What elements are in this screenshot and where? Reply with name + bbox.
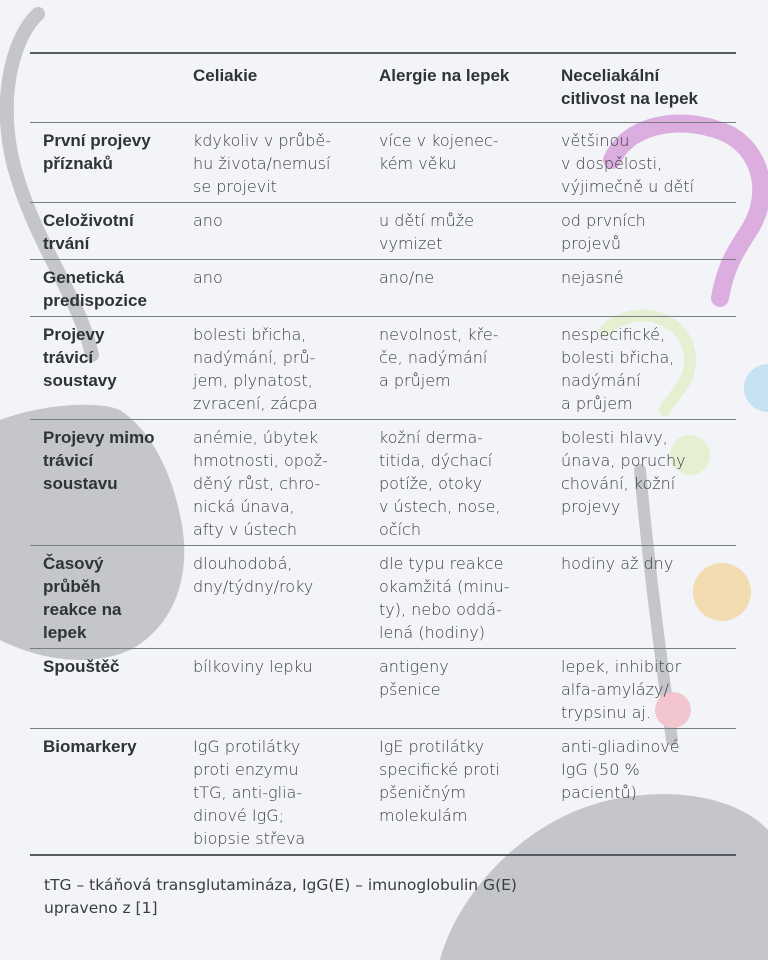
table-cell: nevolnost, kře- če, nadýmání a průjem <box>379 325 499 390</box>
table-row <box>30 203 736 260</box>
table-cell: anti-gliadinové IgG (50 % pacientů) <box>561 737 680 802</box>
table-cell: bolesti hlavy, únava, poruchy chování, kožní projevy <box>561 428 686 516</box>
blue-dot-icon <box>744 364 768 412</box>
table-cell: ano/ne <box>379 268 435 287</box>
table-cell: antigeny pšenice <box>379 657 449 699</box>
row-label: Biomarkery <box>43 737 137 756</box>
source-note: upraveno z [1] <box>44 899 158 917</box>
table-cell: IgE protilátky specifické proti pšeničným molekulám <box>379 737 500 825</box>
table-header-row <box>30 53 736 123</box>
table-row <box>30 260 736 317</box>
table-cell: od prvních projevů <box>561 211 646 253</box>
row-label: Projevy mimo trávicí soustavu <box>43 428 155 493</box>
abbreviations-note: tTG – tkáňová transglutamináza, IgG(E) – imunoglobulin G(E) <box>44 876 517 894</box>
header-empty-cell <box>30 53 193 123</box>
table-cell: ano <box>193 268 223 287</box>
table-cell: kdykoliv v průbě- hu života/nemusí se projevit <box>193 131 332 196</box>
table-cell: anémie, úbytek hmotnosti, opož- děný růst, chro- nická únava, afty v ústech <box>193 428 328 539</box>
header-neceliakalni: Neceliakální citlivost na lepek <box>561 66 698 108</box>
table-cell: dlouhodobá, dny/týdny/roky <box>193 554 314 596</box>
table-cell: bolesti břicha, nadýmání, prů- jem, plynatost, zvracení, zácpa <box>193 325 318 413</box>
header-alergie: Alergie na lepek <box>379 66 510 85</box>
table-row <box>30 649 736 729</box>
table-row <box>30 729 736 856</box>
row-label: Časový průběh reakce na lepek <box>43 554 122 642</box>
table-cell: dle typu reakce okamžitá (minu- ty), nebo oddá- lená (hodiny) <box>379 554 510 642</box>
row-label: Celoživotní trvání <box>43 211 134 253</box>
table-cell: bílkoviny lepku <box>193 657 313 676</box>
table-cell: nejasné <box>561 268 624 287</box>
table-cell: nespecifické, bolesti břicha, nadýmání a průjem <box>561 325 675 413</box>
row-label: Genetická predispozice <box>43 268 147 310</box>
table-cell: ano <box>193 211 223 230</box>
table-cell: většinou v dospělosti, výjimečně u dětí <box>561 131 695 196</box>
gluten-disorders-comparison-table <box>30 52 736 856</box>
row-label: Projevy trávicí soustavy <box>43 325 117 390</box>
table-row <box>30 546 736 649</box>
table-cell: hodiny až dny <box>561 554 674 573</box>
comparison-section <box>30 52 736 920</box>
table-row <box>30 317 736 420</box>
table-row <box>30 420 736 546</box>
table-row <box>30 123 736 203</box>
table-cell: IgG protilátky proti enzymu tTG, anti-glia- dinové IgG; biopsie střeva <box>193 737 306 848</box>
footnotes <box>30 874 736 920</box>
row-label: Spouštěč <box>43 657 120 676</box>
table-cell: více v kojenec- kém věku <box>379 131 499 173</box>
table-cell: lepek, inhibitor alfa-amylázy/ trypsinu aj. <box>561 657 682 722</box>
table-cell: kožní derma- titida, dýchací potíže, otoky v ústech, nose, očích <box>379 428 501 539</box>
row-label: První projevy příznaků <box>43 131 151 173</box>
header-celiakie: Celiakie <box>193 66 258 85</box>
table-cell: u dětí může vymizet <box>379 211 474 253</box>
